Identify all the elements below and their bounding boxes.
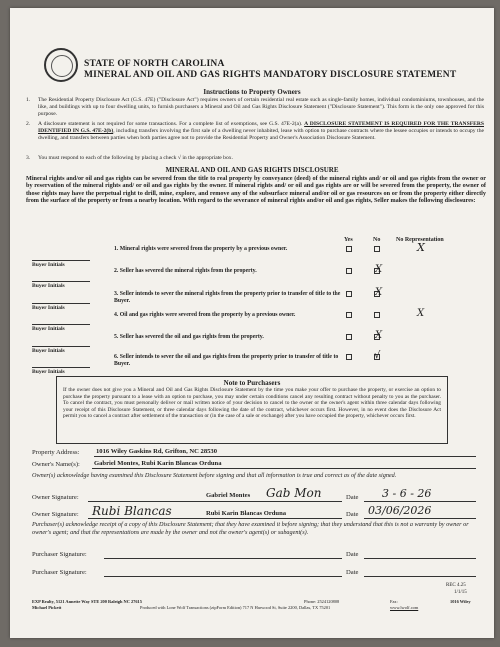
section-body: Mineral rights and/or oil and gas rights can be severed from the title to real property by conveyance (deed) of the mineral rights and/ or oil and gas rights from the owner or by reservation of the mineral rights and/ or oil and gas rights by the owner. If mineral rights and/ or oil and gas rights are or will be severed from the property, the owner of those rights may have the perpetual right to drill, mine, explore, and remove any of the subsurface mineral and/or oil or gas resources on or from the property either directly from the surface of the property or from a nearby location. With regard to the severance of mineral rights and/or oil and gas rights, Seller makes the following disclosures: <box>26 175 486 205</box>
yes-checkbox[interactable] <box>346 246 352 252</box>
buyer-initials-line[interactable]: Buyer Initials <box>32 346 90 354</box>
owner-signature-label: Owner Signature: <box>32 511 79 518</box>
check-mark: X <box>375 287 383 298</box>
purchaser-acknowledgment: Purchaser(s) acknowledge receipt of a copy of this Disclosure Statement; that they have examined it before signing; that they understand that this is not a warranty by owner or owner's agent; and that the representations are made by the owner and not the owner's agent(s) or subagent(s). <box>32 521 469 536</box>
instruction-text: A disclosure statement is not required for some transactions. For a complete list of exemptions, see G.S. 47E-2(a). A DISCLOSURE STATEMENT IS REQUIRED FOR THE TRANSFERS IDENTIFIED IN G.S. 47E-2(b), including transfers involving the first sale of a dwelling never inhabited, lease with option to purchase contracts where the lessee occupies or intends to occupy the dwelling, and transfers between parties when both parties agree not to provide the Residential Property and Owner's Association Disclosure Statement. <box>38 121 484 142</box>
form-title: MINERAL AND OIL AND GAS RIGHTS MANDATORY DISCLOSURE STATEMENT <box>84 70 457 80</box>
date-line <box>364 501 476 502</box>
yes-checkbox[interactable] <box>346 354 352 360</box>
date-label: Date <box>346 569 359 576</box>
owner-acknowledgment: Owner(s) acknowledge having examined this Disclosure Statement before signing and that all information is true and correct as of the date signed. <box>32 472 397 479</box>
yes-checkbox[interactable] <box>346 268 352 274</box>
date-line <box>364 518 476 519</box>
instruction-number: 2. <box>26 121 31 127</box>
buyer-initials-line[interactable]: Buyer Initials <box>32 303 90 311</box>
yes-checkbox[interactable] <box>346 312 352 318</box>
yes-checkbox[interactable] <box>346 334 352 340</box>
owner-signature[interactable]: Rubi Blancas <box>92 504 172 518</box>
date-label: Date <box>346 551 359 558</box>
form-date: 1/1/15 <box>454 590 467 595</box>
owner-signature-line <box>88 501 342 502</box>
no-checkbox[interactable] <box>374 246 380 252</box>
disclosure-item: 5. Seller has severed the oil and gas rights from the property. <box>114 334 264 340</box>
owner-signature-line <box>88 518 342 519</box>
property-address-value[interactable]: 1016 Wiley Gaskins Rd, Grifton, NC 28530 <box>96 448 218 455</box>
instruction-text: You must respond to each of the following by placing a check √ in the appropriate box. <box>38 155 233 161</box>
footer-agent: Michael Pickett <box>32 605 62 610</box>
footer-file-name: 1016 Wiley <box>450 599 471 604</box>
buyer-initials-line[interactable]: Buyer Initials <box>32 324 90 332</box>
check-mark: X <box>375 330 383 341</box>
instruction-number: 1. <box>26 97 31 103</box>
owners-name-label: Owner's Name(s): <box>32 461 80 468</box>
disclosure-item: 1. Mineral rights were severed from the property by a previous owner. <box>114 246 288 252</box>
owners-name-value[interactable]: Gabriel Montes, Rubi Karin Blancas Orduna <box>94 460 222 467</box>
column-yes: Yes <box>344 237 353 243</box>
owner-sign-date[interactable]: 3 - 6 - 26 <box>382 487 432 500</box>
property-address-label: Property Address: <box>32 449 80 456</box>
state-seal-logo <box>44 48 78 82</box>
owner-printed-name: Rubi Karin Blancas Orduna <box>206 510 287 517</box>
date-label: Date <box>346 494 359 501</box>
instruction-number: 3. <box>26 155 31 161</box>
property-address-line <box>94 456 476 457</box>
footer-produced-by: Produced with Lone Wolf Transactions (zipForm Edition) 717 N Harwood St, Suite 2200, Dallas, TX 75201 <box>140 605 331 610</box>
instruction-text: The Residential Property Disclosure Act (G.S. 47E) ("Disclosure Act") requires owners of certain residential real estate such as single-family homes, individual condominiums, townhouses, and the like, and buildings with up to four dwelling units, to furnish purchasers a Mineral and Oil and Gas Rights Disclosure Statement ("Disclosure Statement"). This form is the only one approved for this purpose. <box>38 97 484 118</box>
note-title: Note to Purchasers <box>223 379 281 387</box>
footer-brokerage: EXP Realty, 5121 Annette Way STE 200 Raleigh NC 27615 <box>32 599 142 604</box>
owner-signature[interactable]: Gab Mon <box>266 486 322 500</box>
column-no: No <box>373 237 381 243</box>
check-mark: X <box>417 308 425 319</box>
owners-name-line <box>92 468 476 469</box>
footer-fax: Fax: <box>390 599 398 604</box>
check-mark: X <box>375 264 383 275</box>
note-body: If the owner does not give you a Mineral and Oil and Gas Rights Disclosure Statement by the time you make your offer to purchase the property, or exercise an option to purchase the property pursuant to a lease with an option to purchase, you may under certain conditions cancel any resulting contract without penalty to you as the purchaser. To cancel the contract, you must personally deliver or mail written notice of your decision to cancel to the owner or the owner's agent within three calendar days following your receipt of this Disclosure Statement, or three calendar days following the date of the contract, whichever occurs first. However, in no event does the Disclosure Act permit you to cancel a contract after settlement of the transaction or (in the case of a sale or exchange) after you have occupied the property, whichever occurs first. <box>63 387 441 420</box>
date-line[interactable] <box>364 576 476 577</box>
disclosure-item: 6. Seller intends to sever the oil and gas rights from the property prior to transfer of title to Buyer. <box>114 354 339 367</box>
purchaser-signature-line[interactable] <box>104 558 342 559</box>
footer-phone: Phone: 2524120808 <box>304 599 340 604</box>
date-label: Date <box>346 511 359 518</box>
buyer-initials-line[interactable]: Buyer Initials <box>32 260 90 268</box>
check-mark: X <box>417 241 425 254</box>
disclosure-form-page <box>10 8 494 638</box>
footer-url[interactable]: www.lwolf.com <box>390 605 419 610</box>
buyer-initials-line[interactable]: Buyer Initials <box>32 281 90 289</box>
disclosure-item: 3. Seller intends to sever the mineral rights from the property prior to transfer of title to the Buyer. <box>114 291 341 304</box>
disclosure-item: 4. Oil and gas rights were severed from the property by a previous owner. <box>114 312 296 318</box>
instructions-heading: Instructions to Property Owners <box>203 88 301 96</box>
owner-printed-name: Gabriel Montes <box>206 492 251 499</box>
owner-signature-label: Owner Signature: <box>32 494 79 501</box>
form-title-state: STATE OF NORTH CAROLINA <box>84 59 225 69</box>
purchaser-signature-line[interactable] <box>104 576 342 577</box>
date-line[interactable] <box>364 558 476 559</box>
column-no-representation: No Representation <box>396 237 444 243</box>
disclosure-item: 2. Seller has severed the mineral rights from the property. <box>114 268 257 274</box>
check-mark: √ <box>374 350 381 361</box>
purchaser-signature-label: Purchaser Signature: <box>32 569 87 576</box>
section-heading: MINERAL AND OIL AND GAS RIGHTS DISCLOSURE <box>165 166 339 174</box>
note-to-purchasers-box <box>56 376 448 444</box>
owner-sign-date[interactable]: 03/06/2026 <box>368 504 432 517</box>
buyer-initials-line[interactable]: Buyer Initials <box>32 367 90 375</box>
yes-checkbox[interactable] <box>346 291 352 297</box>
form-code: REC 4.25 <box>446 583 466 588</box>
no-checkbox[interactable] <box>374 312 380 318</box>
purchaser-signature-label: Purchaser Signature: <box>32 551 87 558</box>
